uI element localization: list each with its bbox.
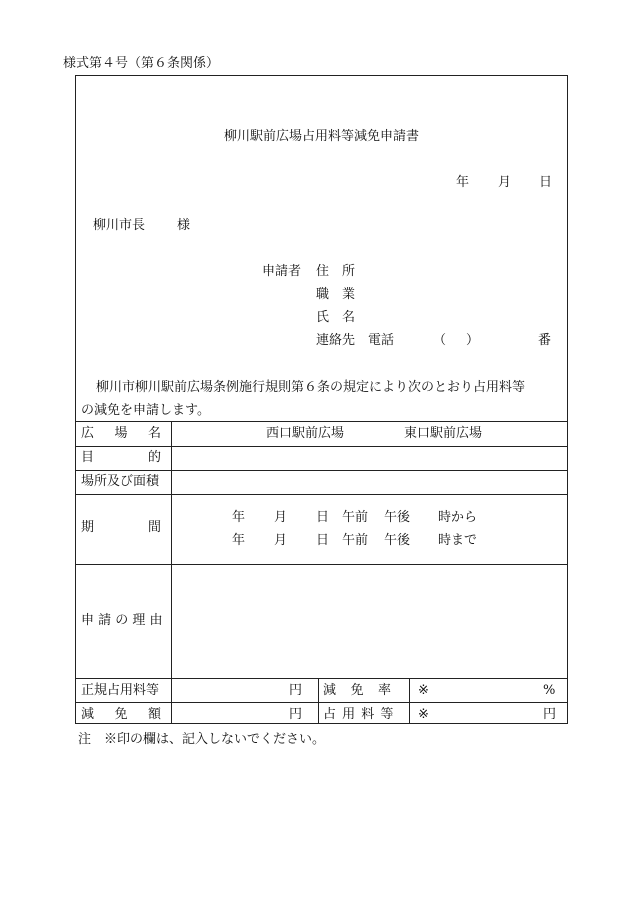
- date-month: 月: [498, 175, 512, 190]
- statement-line-1: 柳川市柳川駅前広場条例施行規則第６条の規定により次のとおり占用料等: [96, 380, 526, 395]
- form-note: 注 ※印の欄は、記入しないでください。: [78, 732, 326, 747]
- period-start-year: 年: [232, 510, 246, 525]
- plaza-label-char: 広: [81, 426, 95, 441]
- reason-label: 申 請 の 理 由: [81, 613, 163, 628]
- reduction-rate-char: 減: [323, 683, 337, 698]
- reduction-amount-yen: 円: [289, 707, 303, 722]
- label-column-divider: [171, 421, 172, 724]
- form-number: 様式第４号（第６条関係）: [63, 56, 220, 71]
- row-divider: [75, 494, 568, 495]
- period-start-day: 日: [316, 510, 330, 525]
- applicant-contact-label: 連絡先: [316, 333, 356, 348]
- statement-line-2: の減免を申請します。: [81, 403, 210, 418]
- plaza-label-char: 名: [147, 426, 161, 441]
- row-divider: [75, 470, 568, 471]
- date-day: 日: [539, 175, 553, 190]
- period-start-month: 月: [274, 510, 288, 525]
- period-to: 時まで: [438, 533, 478, 548]
- form-title: 柳川駅前広場占用料等減免申請書: [223, 129, 419, 144]
- plaza-label: [81, 427, 161, 440]
- applicant-occupation-label: 職 業: [316, 287, 356, 302]
- date-year: 年: [456, 175, 470, 190]
- reduction-rate-percent: %: [543, 683, 556, 698]
- reduction-amount-char: 減: [81, 707, 95, 722]
- paren-close: ）: [466, 333, 480, 348]
- row-divider: [75, 564, 568, 565]
- purpose-label-char: 目: [81, 450, 95, 465]
- fee-label: 占 用 料 等: [323, 707, 395, 722]
- period-label: [81, 521, 161, 534]
- paren-open: （: [433, 333, 447, 348]
- period-label-char: 間: [147, 520, 161, 535]
- period-end-pm: 午後: [384, 533, 411, 548]
- reduction-rate-label: [323, 684, 391, 697]
- period-end-month: 月: [274, 533, 288, 548]
- fee-yen: 円: [543, 707, 557, 722]
- regular-fee-yen: 円: [289, 683, 303, 698]
- row-divider: [75, 678, 568, 679]
- period-start-am: 午前: [342, 510, 369, 525]
- addressee-name: 柳川市長: [93, 218, 146, 233]
- reduction-amount-char: 額: [147, 707, 161, 722]
- purpose-label: [81, 451, 161, 464]
- plaza-east: 東口駅前広場: [404, 426, 483, 441]
- phone-number-suffix: 番: [538, 333, 552, 348]
- regular-fee-label: 正規占用料等: [81, 683, 160, 698]
- row-divider: [75, 446, 568, 447]
- period-start-pm: 午後: [384, 510, 411, 525]
- applicant-label: 申請者: [262, 264, 302, 279]
- reduction-rate-char: 免: [350, 683, 364, 698]
- period-from: 時から: [438, 510, 478, 525]
- addressee-honorific: 様: [177, 218, 191, 233]
- applicant-name-label: 氏 名: [316, 310, 356, 325]
- fee-column-divider: [318, 678, 319, 724]
- period-end-am: 午前: [342, 533, 369, 548]
- fee-mark: ※: [418, 707, 429, 722]
- table-top-border: [75, 421, 568, 422]
- reduction-amount-char: 免: [114, 707, 128, 722]
- reduction-rate-mark: ※: [418, 683, 429, 698]
- plaza-label-char: 場: [114, 426, 128, 441]
- fee-column-divider: [409, 678, 410, 724]
- row-divider: [75, 702, 568, 703]
- applicant-phone-label: 電話: [368, 333, 395, 348]
- applicant-address-label: 住 所: [316, 264, 356, 279]
- reduction-rate-char: 率: [377, 683, 391, 698]
- period-label-char: 期: [81, 520, 95, 535]
- period-end-year: 年: [232, 533, 246, 548]
- purpose-label-char: 的: [147, 450, 161, 465]
- reduction-amount-label: [81, 708, 161, 721]
- plaza-west: 西口駅前広場: [266, 426, 345, 441]
- location-label: 場所及び面積: [81, 474, 160, 489]
- period-end-day: 日: [316, 533, 330, 548]
